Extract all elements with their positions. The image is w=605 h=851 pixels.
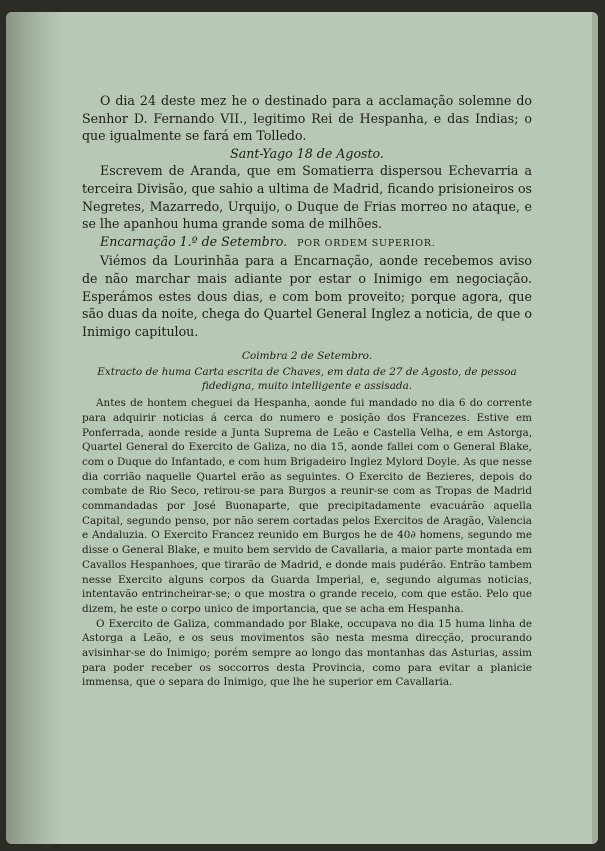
paragraph-acclamation: O dia 24 deste mez he o destinado para a acclamação solemne do Senhor D. Fernando VII., legitimo Rei de Hespanha, e das Indias; o que igualmente se fará em Tolledo.: [82, 93, 532, 144]
place-date-encarnacao: [82, 233, 532, 253]
paragraph-galiza-army: O Exercito de Galiza, commandado por Blake, occupava no dia 15 huma linha de Astorga a Leão, e os seus movimentos são nesta mesma direcção, procurando avisinhar-se do Inimigo; porém sempre ao longo das montanhas das Asturias, assim para poder receber os soccorros desta Provincia, como para evitar a planicie immensa, que o separa do Inimigo, que lhe he superior em Cavallaria.: [82, 617, 532, 689]
document-page: [6, 12, 598, 844]
place-date-santyago: Sant-Yago 18 de Agosto.: [230, 145, 384, 161]
extract-heading: Extracto de huma Carta escrita de Chaves, em data de 27 de Agosto, de pessoa fidedigna, muito intelligente e assisada.: [97, 366, 517, 392]
paragraph-lourinhaa: Viémos da Lourinhãa para a Encarnação, aonde recebemos aviso de não marchar mais adiante por estar o Inimigo em negociação. Esperámos estes dous dias, e com bom proveito; porque agora, que são duas da noite, chega do Quartel General Inglez a noticia, de que o Inimigo capitulou.: [82, 253, 532, 339]
superior-order: POR ORDEM SUPERIOR.: [297, 237, 436, 249]
paragraph-letter-chaves: Antes de hontem cheguei da Hespanha, aonde fui mandado no dia 6 do corrente para adquirir noticias á cerca do numero e posição dos Francezes. Estive em Ponferrada, aonde reside a Junta Suprema de Leão e Castella Velha, e em Astorga, Quartel General do Exercito de Galiza, no dia 15, aonde fallei com o General Blake, com o Duque do Infantado, e com hum Brigadeiro Inglez Mylord Doyle. As que nesse dia corrião naquelle Quartel erão as seguintes. O Exercito de Bezieres, depois do combate de Rio Seco, retirou-se para Burgos a reunir-se com as Tropas de Madrid commandadas por José Buonaparte, que precipitadamente evacuárão aquella Capital, segundo penso, por não serem cortadas pelos Exercitos de Aragão, Valencia e Andaluzia. O Exercito Francez reunido em Burgos he de 40∂ homens, segundo me disse o General Blake, e muito bem servido de Cavallaria, a maior parte montada em Cavallos Hespanhoes, que tirarão de Madrid, e donde mais pudérão. Entrão tambem nesse Exercito alguns corpos da Guarda Imperial, e, segundo algumas noticias, intentavão entrincheirar-se; o que mostra o grande receio, com que estão. Pelo que dizem, he este o corpo unico de importancia, que se acha em Hespanha.: [82, 397, 532, 615]
place-date-coimbra: Coimbra 2 de Setembro.: [241, 350, 373, 363]
place-encarnacao: Encarnação 1.º de Setembro.: [100, 233, 288, 249]
page-binding-shadow: [6, 12, 62, 844]
page-content: [82, 92, 532, 690]
paragraph-aranda: Escrevem de Aranda, que em Somatierra dispersou Echevarria a terceira Divisão, que sahio a ultima de Madrid, ficando prisioneiros os Negretes, Mazarredo, Urquijo, o Duque de Frias morreo no ataque, e se lhe apanhou huma grande soma de milhões.: [82, 163, 532, 232]
page-edge: [592, 12, 598, 844]
